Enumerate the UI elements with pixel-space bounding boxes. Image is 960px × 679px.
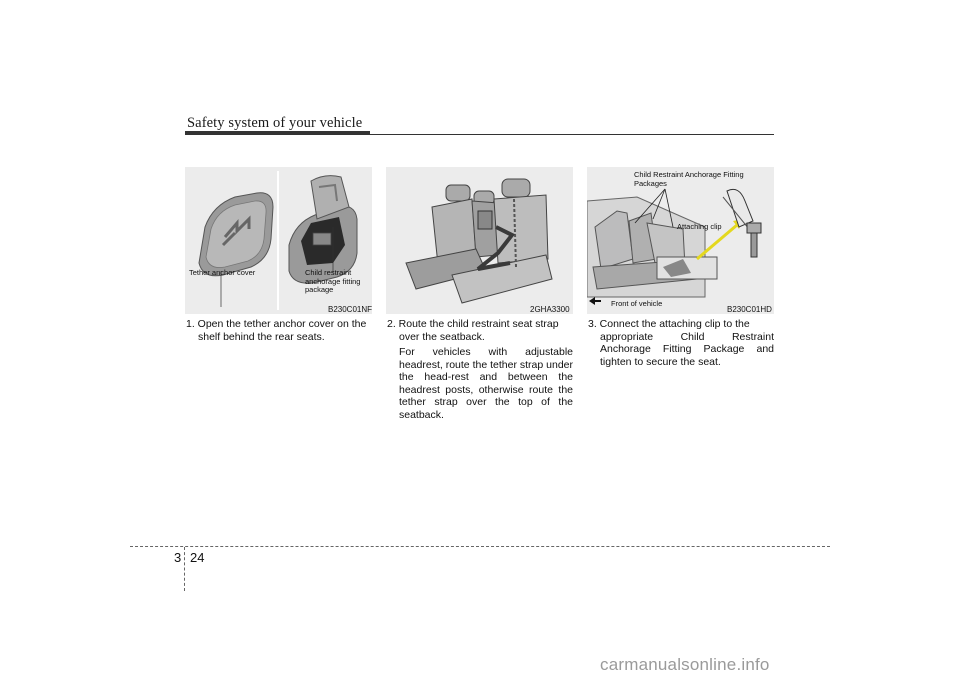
step-2-first: 2. Route the child restraint seat strap bbox=[387, 318, 559, 330]
label-anchorage-packages: Child Restraint Anchorage Fitting Packages bbox=[634, 170, 744, 188]
label-front-of-vehicle: Front of vehicle bbox=[611, 299, 663, 308]
watermark: carmanualsonline.info bbox=[600, 655, 770, 674]
anchorage-illustration bbox=[587, 167, 774, 314]
step-2-note: For vehicles with adjustable headrest, route the tether strap under the head-rest and between the headrest posts, otherwise route the tether strap over the top of the seatback. bbox=[399, 346, 573, 421]
figure-attaching-clip bbox=[587, 167, 774, 314]
step-1 bbox=[186, 318, 372, 343]
step-1-rest: shelf behind the rear seats. bbox=[198, 330, 325, 343]
footer-rule bbox=[130, 546, 830, 547]
step-1-first: 1. Open the tether anchor cover on the bbox=[186, 318, 367, 330]
step-2 bbox=[387, 318, 573, 421]
figure-code: B230C01HD bbox=[727, 305, 772, 314]
figure-seat-strap-routing bbox=[386, 167, 573, 314]
figure-code: 2GHA3300 bbox=[530, 305, 570, 314]
header-rule bbox=[185, 134, 774, 135]
label-child-restraint-package: Child restraint anchorage fitting package bbox=[305, 268, 361, 295]
step-2-rest: over the seatback. bbox=[399, 330, 485, 343]
footer-divider bbox=[184, 547, 185, 591]
rear-seat-illustration bbox=[386, 167, 573, 314]
chapter-number: 3 bbox=[174, 550, 182, 565]
step-3-rest: appropriate Child Restraint Anchorage Fitting Package and tighten to secure the seat. bbox=[600, 330, 774, 368]
label-attaching-clip: Attaching clip bbox=[677, 222, 722, 231]
step-3 bbox=[588, 318, 774, 368]
page-number: 24 bbox=[190, 550, 205, 565]
section-title: Safety system of your vehicle bbox=[187, 115, 363, 131]
figure-code: B230C01NF bbox=[328, 305, 373, 314]
step-3-first: 3. Connect the attaching clip to the bbox=[588, 318, 750, 330]
label-tether-anchor-cover: Tether anchor cover bbox=[189, 268, 256, 277]
